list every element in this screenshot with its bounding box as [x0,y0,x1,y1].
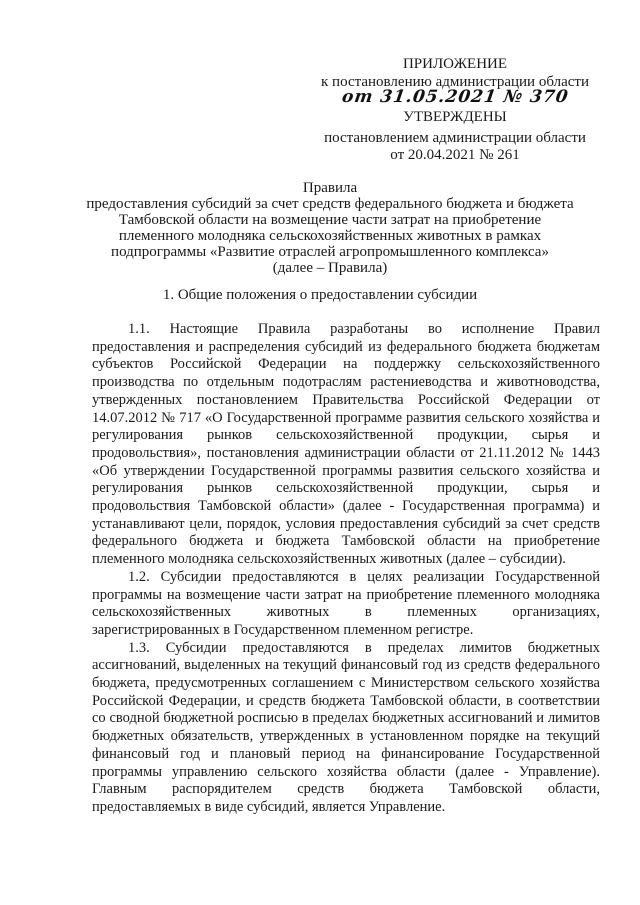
approved-date-text: от 20.04.2021 № 261 [390,147,520,163]
title-line: Тамбовской области на возмещение части затрат на приобретение [118,212,542,228]
handwritten-date-number [300,88,610,108]
title-word: Правила [302,180,358,196]
paragraph-1-2: 1.2. Субсидии предоставляются в целях реализации Государственной программы на возмещение части затрат на приобретение племенного молодняка сельскохозяйственных животных в племенных организациях, зарегистрированных в Государственном племенном регистре. [92,568,600,638]
section-heading: 1. Общие положения о предоставлении субсидии [162,287,478,303]
approved-label: УТВЕРЖДЕНЫ [403,109,507,125]
title-line: (далее – Правила) [272,260,388,276]
approved-by-text: постановлением администрации области [324,130,586,146]
paragraph-1-3: 1.3. Субсидии предоставляются в пределах лимитов бюджетных ассигнований, выделенных на текущий финансовый год из средств федерального бюджета, предусмотренных соглашением с Министерством сельского хозяйства Российской Федерации, и средств бюджета Тамбовской области, в соответствии со сводной бюджетной росписью в пределах бюджетных ассигнований и лимитов бюджетных обязательств, утвержденных в установленном порядке на текущий финансовый год и плановый период на финансирование Государственной программы управлению сельского хозяйства области (далее - Управление). Главным распорядителем средств бюджета Тамбовской области, предоставляемых в виде субсидий, является Управление. [92,639,600,815]
appendix-label: ПРИЛОЖЕНИЕ [402,56,508,72]
approved-heading [300,108,610,127]
paragraph-1-1: 1.1. Настоящие Правила разработаны во исполнение Правил предоставления и распределения субсидий из федерального бюджета бюджетам субъектов Российской Федерации на поддержку сельскохозяйственного производства по отдельным подотраслям растениеводства и животноводства, утвержденных постановлением Правительства Российской Федерации от 14.07.2012 № 717 «О Государственной программе развития сельского хозяйства и регулирования рынков сельскохозяйственной продукции, сырья и продовольствия», постановления администрации области от 21.11.2012 № 1443 «Об утверждении Государственной программы развития сельского хозяйства и регулирования рынков сельскохозяйственной продукции, сырья и продовольствия Тамбовской области» (далее - Государственная программа) и устанавливают цели, порядок, условия предоставления субсидий за счет средств федерального бюджета и бюджета Тамбовской области на приобретение племенного молодняка сельскохозяйственных животных (далее – субсидии). [92,321,600,568]
document-body [92,321,600,817]
title-line: предоставления субсидий за счет средств федерального бюджета и бюджета [86,196,574,212]
title-line: племенного молодняка сельскохозяйственных животных в рамках [118,228,542,244]
title-line: подпрограммы «Развитие отраслей агропромышленного комплекса» [111,244,549,260]
appendix-heading [300,55,610,74]
resolution-reference: к постановлению администрации области [321,74,589,90]
handwritten-note: от 31.05.2021 № 370 [340,87,570,107]
approved-date [300,146,610,165]
document-title [60,180,600,276]
